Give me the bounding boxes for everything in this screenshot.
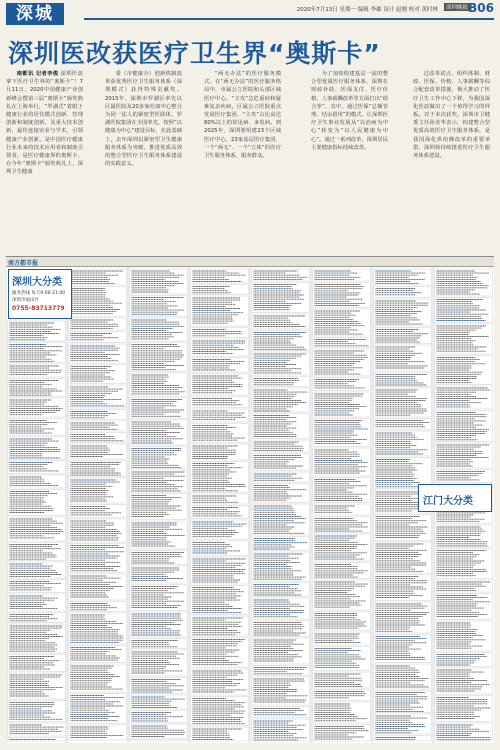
ad-block — [8, 543, 66, 561]
jiangmen-classified-box — [418, 484, 492, 512]
ad-block — [252, 388, 310, 412]
page-header — [0, 0, 500, 22]
ad-block — [435, 386, 493, 409]
ad-block — [191, 520, 249, 539]
article-column-1 — [6, 70, 83, 252]
header-rule — [84, 18, 494, 20]
article-text: 为了加快构建基层一流的整合型优质医疗服务体系，深圳在财政补助、医保支付、医疗价格、人事薪酬改革等方面打出“组合拳”，其中，通过医保“总额管理、结余留用”的模式，让深圳医疗卫生事业发展从“以治病为中心”转变为“以人民健康为中心”。通过一系列改革，深圳居民主要健康指标持续改善。 — [311, 71, 388, 151]
ad-block — [69, 344, 127, 363]
shenzhen-classified-box — [8, 269, 72, 319]
section-tag: 深城 — [6, 3, 64, 25]
article-text: “两无办法”的医疗服务模式。在“两无办法”的医疗服务格局中，市属公立医院和头部区域医疗中心，“主攻”急危重症和疑难复杂疾病，区属公立医院重点发展医疗集团，“主攻”占比高达80%以上的常见病、多发病。到2025年，深圳要组建23个区域医疗中心，23家基层医疗集团，一个“两无”、一个“立体”的医疗卫生服务体系，服务群众。 — [204, 71, 281, 160]
ad-block — [252, 484, 310, 503]
article-byline: 南都讯 记者李俊 — [16, 71, 59, 77]
classified-address: 深圳市福田区 — [12, 298, 39, 303]
ad-block — [313, 612, 371, 631]
shenzhen-classified-title: 深圳大分类 — [12, 277, 62, 288]
ad-block — [374, 602, 432, 633]
classified-ads-header — [6, 257, 494, 267]
ad-block — [130, 740, 188, 742]
ad-block — [8, 398, 66, 417]
ad-block — [69, 613, 127, 644]
ad-block — [8, 517, 66, 541]
article-text: 委（市健康办）创新机制改革获优秀医疗卫生服务体系（深圳模式）获得特殊贡献奖。2015年，深圳市罗湖区率先以区属医院及20多家社康中心整合为同一法人的紧密型医联体，罗湖医院集团在全国率先，按照“以健康为中心”建设目标，在此基础上，去年深圳以紧密型卫生健康服务体系为突破，推进优质高效的整合型医疗卫生服务体系建设的实践意义。 — [105, 71, 182, 168]
ad-block — [191, 424, 249, 443]
newspaper-logo: 南方都市报 — [8, 260, 39, 267]
article-text: 过改革试点、组织体制、财政、医保、价格、人事薪酬等综合配套改革措施，极大推动了医疗卫生工作中心下移，为我国深化医改做出了一个值得学习的样板。对于本次获奖，深圳市卫健委主任孙美华表示，构建整合型优质高效医疗卫生服务体系，是我国深化供给侧改革的重要举措，深圳将持续推进医疗卫生服务体系建设。 — [413, 71, 490, 160]
classified-phone: 0755-83713779 — [12, 305, 65, 312]
article-column-5 — [413, 70, 490, 252]
ad-block — [69, 365, 127, 384]
article-column-3 — [204, 70, 281, 252]
ad-block — [435, 411, 493, 442]
article-headline: 深圳医改获医疗卫生界“奥斯卡” — [8, 39, 381, 68]
jiangmen-classified-title: 江门大分类 — [423, 496, 473, 507]
ad-block — [69, 519, 127, 542]
ad-block — [191, 462, 249, 493]
ad-block — [435, 723, 493, 741]
ad-block — [374, 736, 432, 742]
article-body — [6, 70, 494, 252]
article-column-4 — [311, 70, 388, 252]
article-column-2 — [105, 70, 182, 252]
ad-block — [252, 352, 310, 375]
ad-block — [130, 318, 188, 341]
ad-block — [130, 373, 188, 396]
ad-block — [313, 647, 371, 671]
ad-block — [8, 379, 66, 397]
editor-tag: 深圳晚报 — [445, 5, 468, 11]
ad-block — [69, 385, 127, 408]
ad-block — [252, 504, 310, 535]
article-text: 深圳医改拿下医疗卫生界的“奥斯卡”！7月11日，2020中国健康产业创新峰会暨第三届“奥斯卡”颁奖典礼在上海举行，“罗湖式”着眼于健康行业的居住模式创新、管理创新和制度创新，及重大技术创新，最佳连接实业与学术，引领健康产业创新。是中国医疗健康行业未来的技术应用者和制度引领者，是医疗健康界的奥斯卡，在今年“奥斯卡”颁奖典礼上，深圳卫生健康 — [6, 71, 83, 176]
dateline: 2020年7月13日 星期一 编辑 李雄 设计 赵刚 校对 黄时林 — [296, 7, 438, 13]
classified-hours: 服务热线 每天9:00-21:00 — [12, 291, 66, 296]
ad-block — [374, 542, 432, 573]
page-number: B06 — [468, 1, 494, 15]
